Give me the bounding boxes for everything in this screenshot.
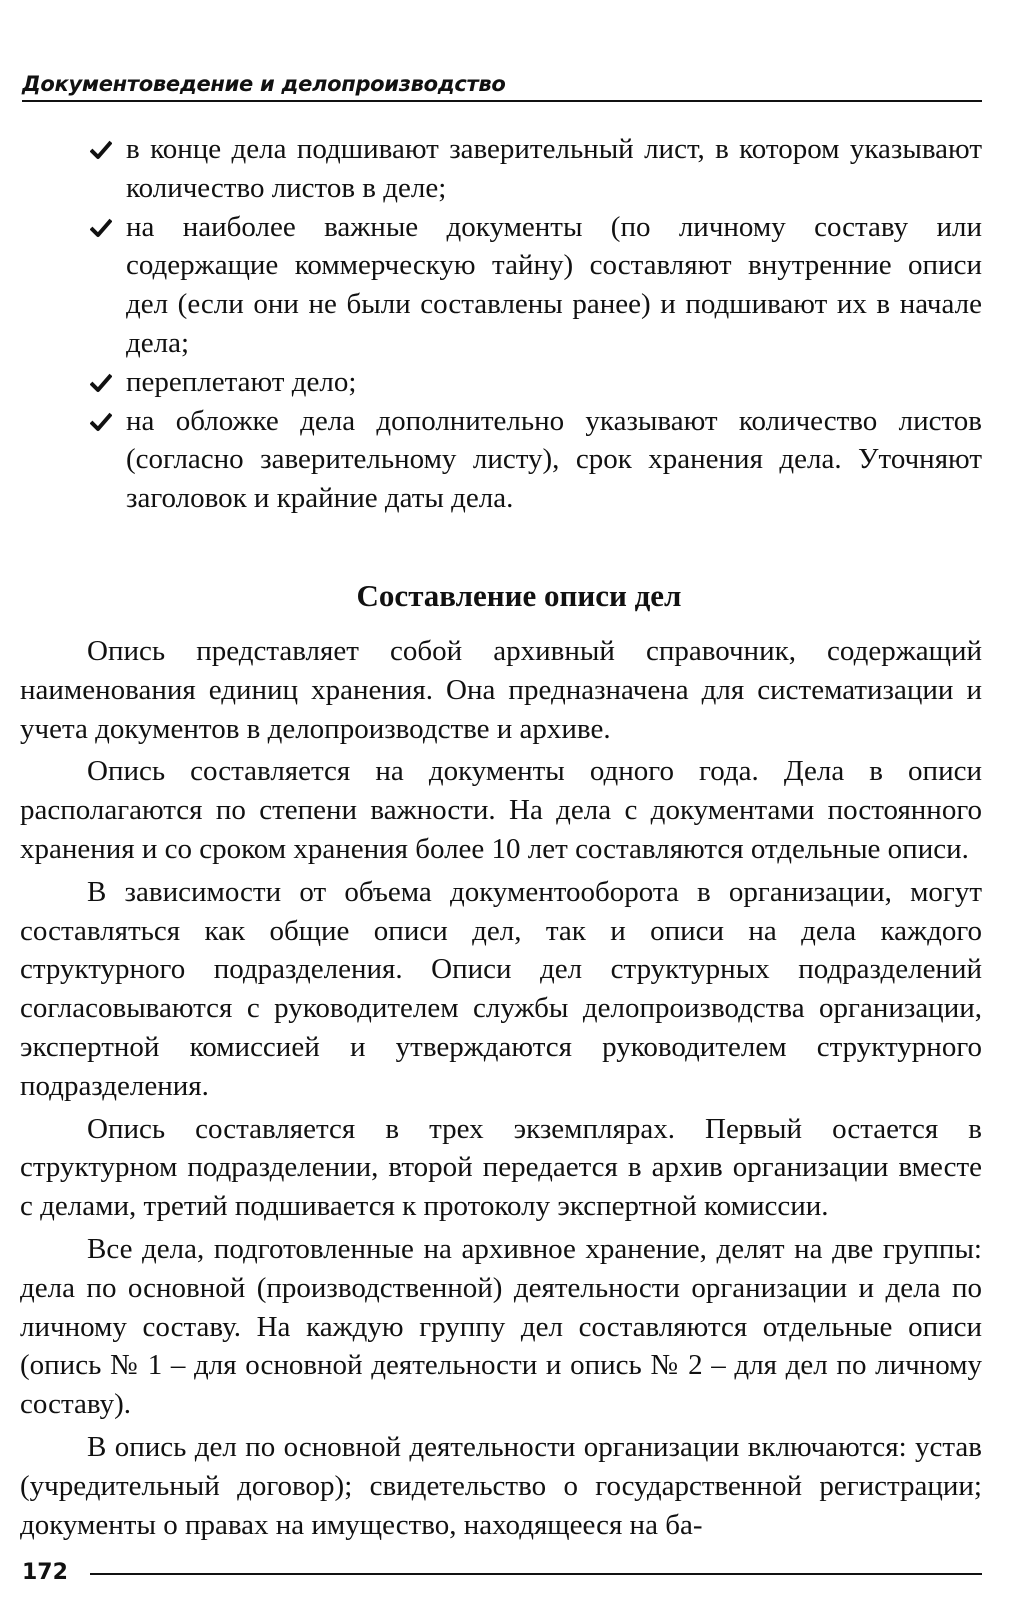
paragraph: Все дела, подготовленные на архивное хранение, делят на две группы: дела по основной (производственной) деятельности организации и дела по личному составу. На каждую группу дел составляются отдельные описи (опись № 1 – для основной деятельности и опись № 2 – для дел по личному составу). <box>20 1232 982 1421</box>
section-title: Составление описи дел <box>356 577 682 613</box>
bullet-text: переплетают дело; <box>126 365 357 398</box>
list-item <box>20 363 982 402</box>
paragraph: Опись составляется на документы одного года. Дела в описи располагаются по степени важности. На дела с документами постоянного хранения и со сроком хранения более 10 лет составляются отдельные описи. <box>20 755 982 865</box>
check-icon <box>90 412 112 432</box>
bullet-list <box>20 130 982 518</box>
page-content <box>20 130 982 1548</box>
list-item <box>20 402 982 518</box>
list-item <box>20 208 982 363</box>
running-header: Документоведение и делопроизводство <box>22 72 506 96</box>
footer-rule <box>90 1573 982 1575</box>
check-icon <box>90 373 112 393</box>
check-icon <box>90 140 112 160</box>
header-rule <box>22 100 982 102</box>
check-icon <box>90 218 112 238</box>
bullet-text: на обложке дела дополнительно указывают количество листов (согласно заверительному листу), срок хранения дела. Уточняют заголовок и крайние даты дела. <box>126 404 982 515</box>
page-number: 172 <box>22 1560 68 1585</box>
paragraph: Опись представляет собой архивный справочник, содержащий наименования единиц хранения. Она предназначена для систематизации и учета документов в делопроизводстве и архиве. <box>20 634 982 745</box>
bullet-text: в конце дела подшивают заверительный лист, в котором указывают количество листов в деле; <box>126 133 982 204</box>
list-item <box>20 130 982 208</box>
bullet-text: на наиболее важные документы (по личному составу или содержащие коммерческую тайну) составляют внутренние описи дел (если они не были составлены ранее) и подшивают их в начале дела; <box>126 210 982 359</box>
paragraph: В зависимости от объема документооборота в организации, могут составляться как общие описи дел, так и описи на дела каждого структурного подразделения. Описи дел структурных подразделений согласовываются с руководителем службы делопроизводства организации, экспертной комиссией и утверждаются руководителем структурного подразделения. <box>20 875 982 1102</box>
paragraph: Опись составляется в трех экземплярах. Первый остается в структурном подразделении, второй передается в архив организации вместе с делами, третий подшивается к протоколу экспертной комиссии. <box>20 1112 982 1223</box>
paragraph: В опись дел по основной деятельности организации включаются: устав (учредительный договор); свидетельство о государственной регистрации; документы о правах на имущество, находящееся на ба- <box>20 1430 982 1541</box>
page-footer <box>22 1558 982 1588</box>
